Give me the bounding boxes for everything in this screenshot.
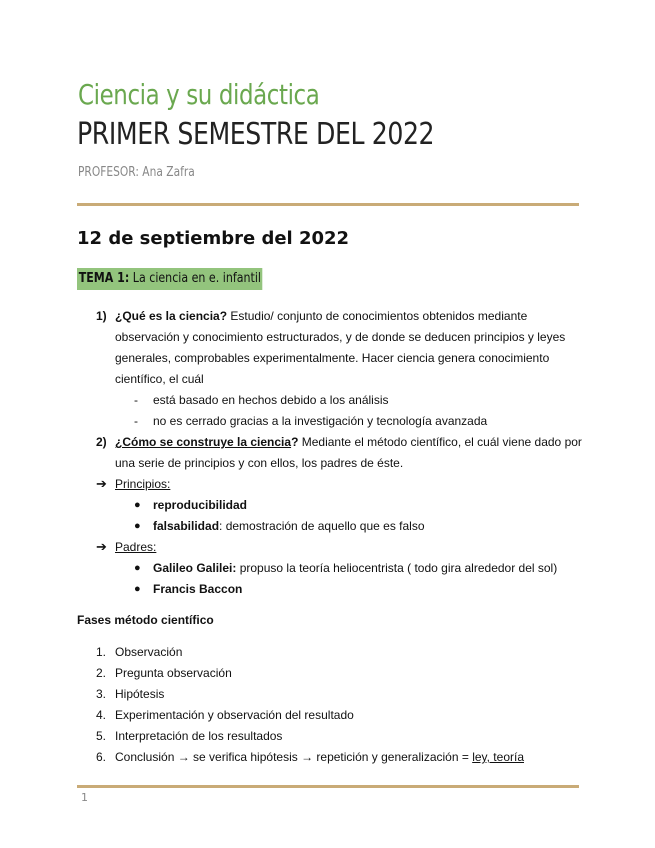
top-divider — [77, 203, 579, 206]
item1-line: observación y conocimiento estructurados, y de donde se deducen principios y leyes — [115, 330, 566, 344]
fases-heading: Fases método científico — [77, 613, 214, 627]
item2-line: ¿Cómo se construye la ciencia? Mediante el método científico, el cuál viene dado por — [115, 435, 582, 449]
padres-label: Padres: — [115, 540, 157, 554]
course-title: Ciencia y su didáctica — [78, 78, 320, 111]
item2-line: una serie de principios y con ellos, los padres de éste. — [115, 456, 404, 470]
ordered-number: 4. — [96, 708, 107, 722]
bullet-icon: ● — [134, 520, 141, 532]
arrow-bullet-icon: ➔ — [96, 476, 107, 491]
bottom-divider — [77, 785, 579, 788]
item-number: 1) — [96, 309, 107, 323]
fase-item: Interpretación de los resultados — [115, 729, 283, 743]
fase-item: Observación — [115, 645, 183, 659]
principios-label: Principios: — [115, 477, 171, 491]
fase-item: Pregunta observación — [115, 666, 232, 680]
principio-item: falsabilidad: demostración de aquello que es falso — [153, 519, 425, 533]
sub-list-item: no es cerrado gracias a la investigación y tecnología avanzada — [153, 414, 488, 428]
ordered-number: 3. — [96, 687, 107, 701]
item1-line: generales, comprobables experimentalmente. Hacer ciencia genera conocimiento — [115, 351, 550, 365]
fase-item: Hipótesis — [115, 687, 165, 701]
semester-title: PRIMER SEMESTRE DEL 2022 — [77, 117, 435, 152]
section-date: 12 de septiembre del 2022 — [77, 228, 350, 249]
fase-item: Experimentación y observación del resultado — [115, 708, 354, 722]
bullet-icon: ● — [134, 499, 141, 511]
padre-item: Francis Baccon — [153, 582, 243, 596]
tema-label: TEMA 1: — [78, 271, 130, 286]
ordered-number: 1. — [96, 645, 107, 659]
dash-marker: - — [134, 393, 138, 407]
padre-item: Galileo Galilei: propuso la teoría heliocentrista ( todo gira alrededor del sol) — [153, 561, 558, 575]
fase-item: Conclusión → se verifica hipótesis → repetición y generalización = ley, teoría — [115, 750, 524, 764]
ordered-number: 6. — [96, 750, 107, 764]
principio-item: reproducibilidad — [153, 498, 248, 512]
item1-line: ¿Qué es la ciencia? Estudio/ conjunto de conocimientos obtenidos mediante — [115, 309, 528, 323]
item1-line: científico, el cuál — [115, 372, 204, 386]
item-number: 2) — [96, 435, 107, 449]
sub-list-item: está basado en hechos debido a los análisis — [153, 393, 389, 407]
bullet-icon: ● — [134, 583, 141, 595]
ordered-number: 5. — [96, 729, 107, 743]
ley-teoria-underline: ley, teoría — [472, 750, 524, 764]
bullet-icon: ● — [134, 562, 141, 574]
dash-marker: - — [134, 414, 138, 428]
professor-line: PROFESOR: Ana Zafra — [78, 165, 195, 180]
tema-text: La ciencia en e. infantil — [129, 271, 261, 286]
ordered-number: 2. — [96, 666, 107, 680]
page-number: 1 — [81, 791, 88, 804]
item2-question: ¿Cómo se construye la ciencia — [115, 435, 292, 449]
item1-question: ¿Qué es la ciencia? — [115, 309, 228, 323]
arrow-bullet-icon: ➔ — [96, 539, 107, 554]
tema-highlight — [77, 268, 263, 290]
